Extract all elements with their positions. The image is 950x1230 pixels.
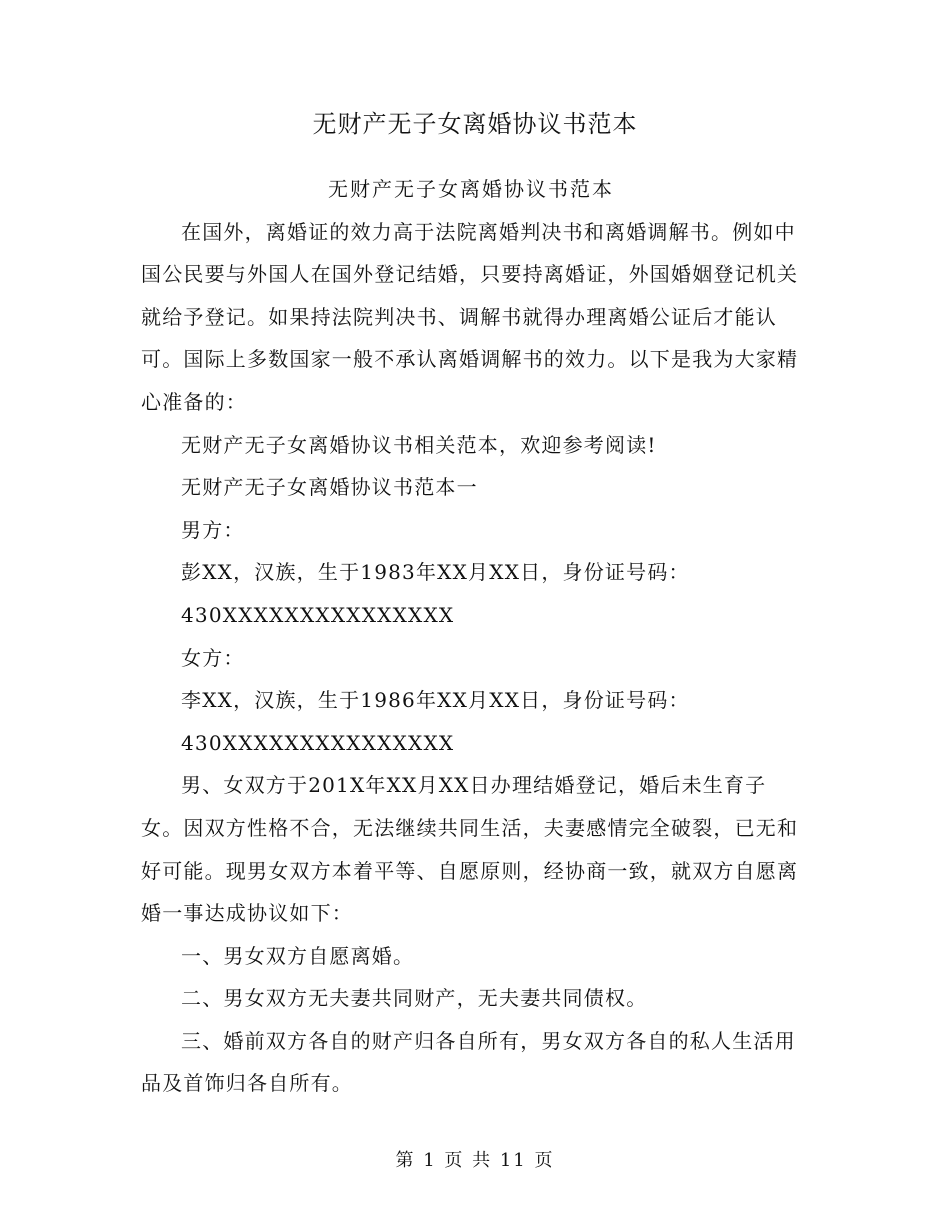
clause-2: 二、男女双方无夫妻共同财产，无夫妻共同债权。 [181, 986, 648, 1011]
page-footer: 第 1 页 共 11 页 [395, 1150, 555, 1171]
clause-3: 三、婚前双方各自的财产归各自所有，男女双方各自的私人生活用品及首饰归各自所有。 [141, 1028, 796, 1096]
subtitle-paragraph: 无财产无子女离婚协议书范本 [328, 177, 614, 201]
female-party-id: 430XXXXXXXXXXXXXXX [181, 730, 455, 755]
intro-paragraph: 在国外，离婚证的效力高于法院离婚判决书和离婚调解书。例如中国公民要与外国人在国外登记结婚，只要持离婚证，外国婚姻登记机关就给予登记。如果持法院判决书、调解书就得办理离婚公证后才能认可。国际上多数国家一般不承认离婚调解书的效力。以下是我为大家精心准备的： [141, 219, 799, 414]
document-title: 无财产无子女离婚协议书范本 [312, 110, 638, 138]
reference-paragraph: 无财产无子女离婚协议书相关范本，欢迎参考阅读! [181, 432, 657, 457]
female-party-info: 李XX，汉族，生于1986年XX月XX日，身份证号码： [181, 688, 690, 713]
female-party-label: 女方： [181, 645, 245, 670]
male-party-id: 430XXXXXXXXXXXXXXX [181, 602, 455, 627]
marriage-statement-paragraph: 男、女双方于201X年XX月XX日办理结婚登记，婚后未生育子女。因双方性格不合，无法继续共同生活，夫妻感情完全破裂，已无和好可能。现男女双方本着平等、自愿原则，经协商一致，就双方自愿离婚一事达成协议如下： [141, 773, 799, 926]
section-heading: 无财产无子女离婚协议书范本一 [181, 475, 478, 500]
male-party-label: 男方： [181, 517, 245, 542]
clause-1: 一、男女双方自愿离婚。 [181, 943, 415, 968]
document-body [141, 168, 801, 1105]
male-party-info: 彭XX，汉族，生于1983年XX月XX日，身份证号码： [181, 560, 690, 585]
